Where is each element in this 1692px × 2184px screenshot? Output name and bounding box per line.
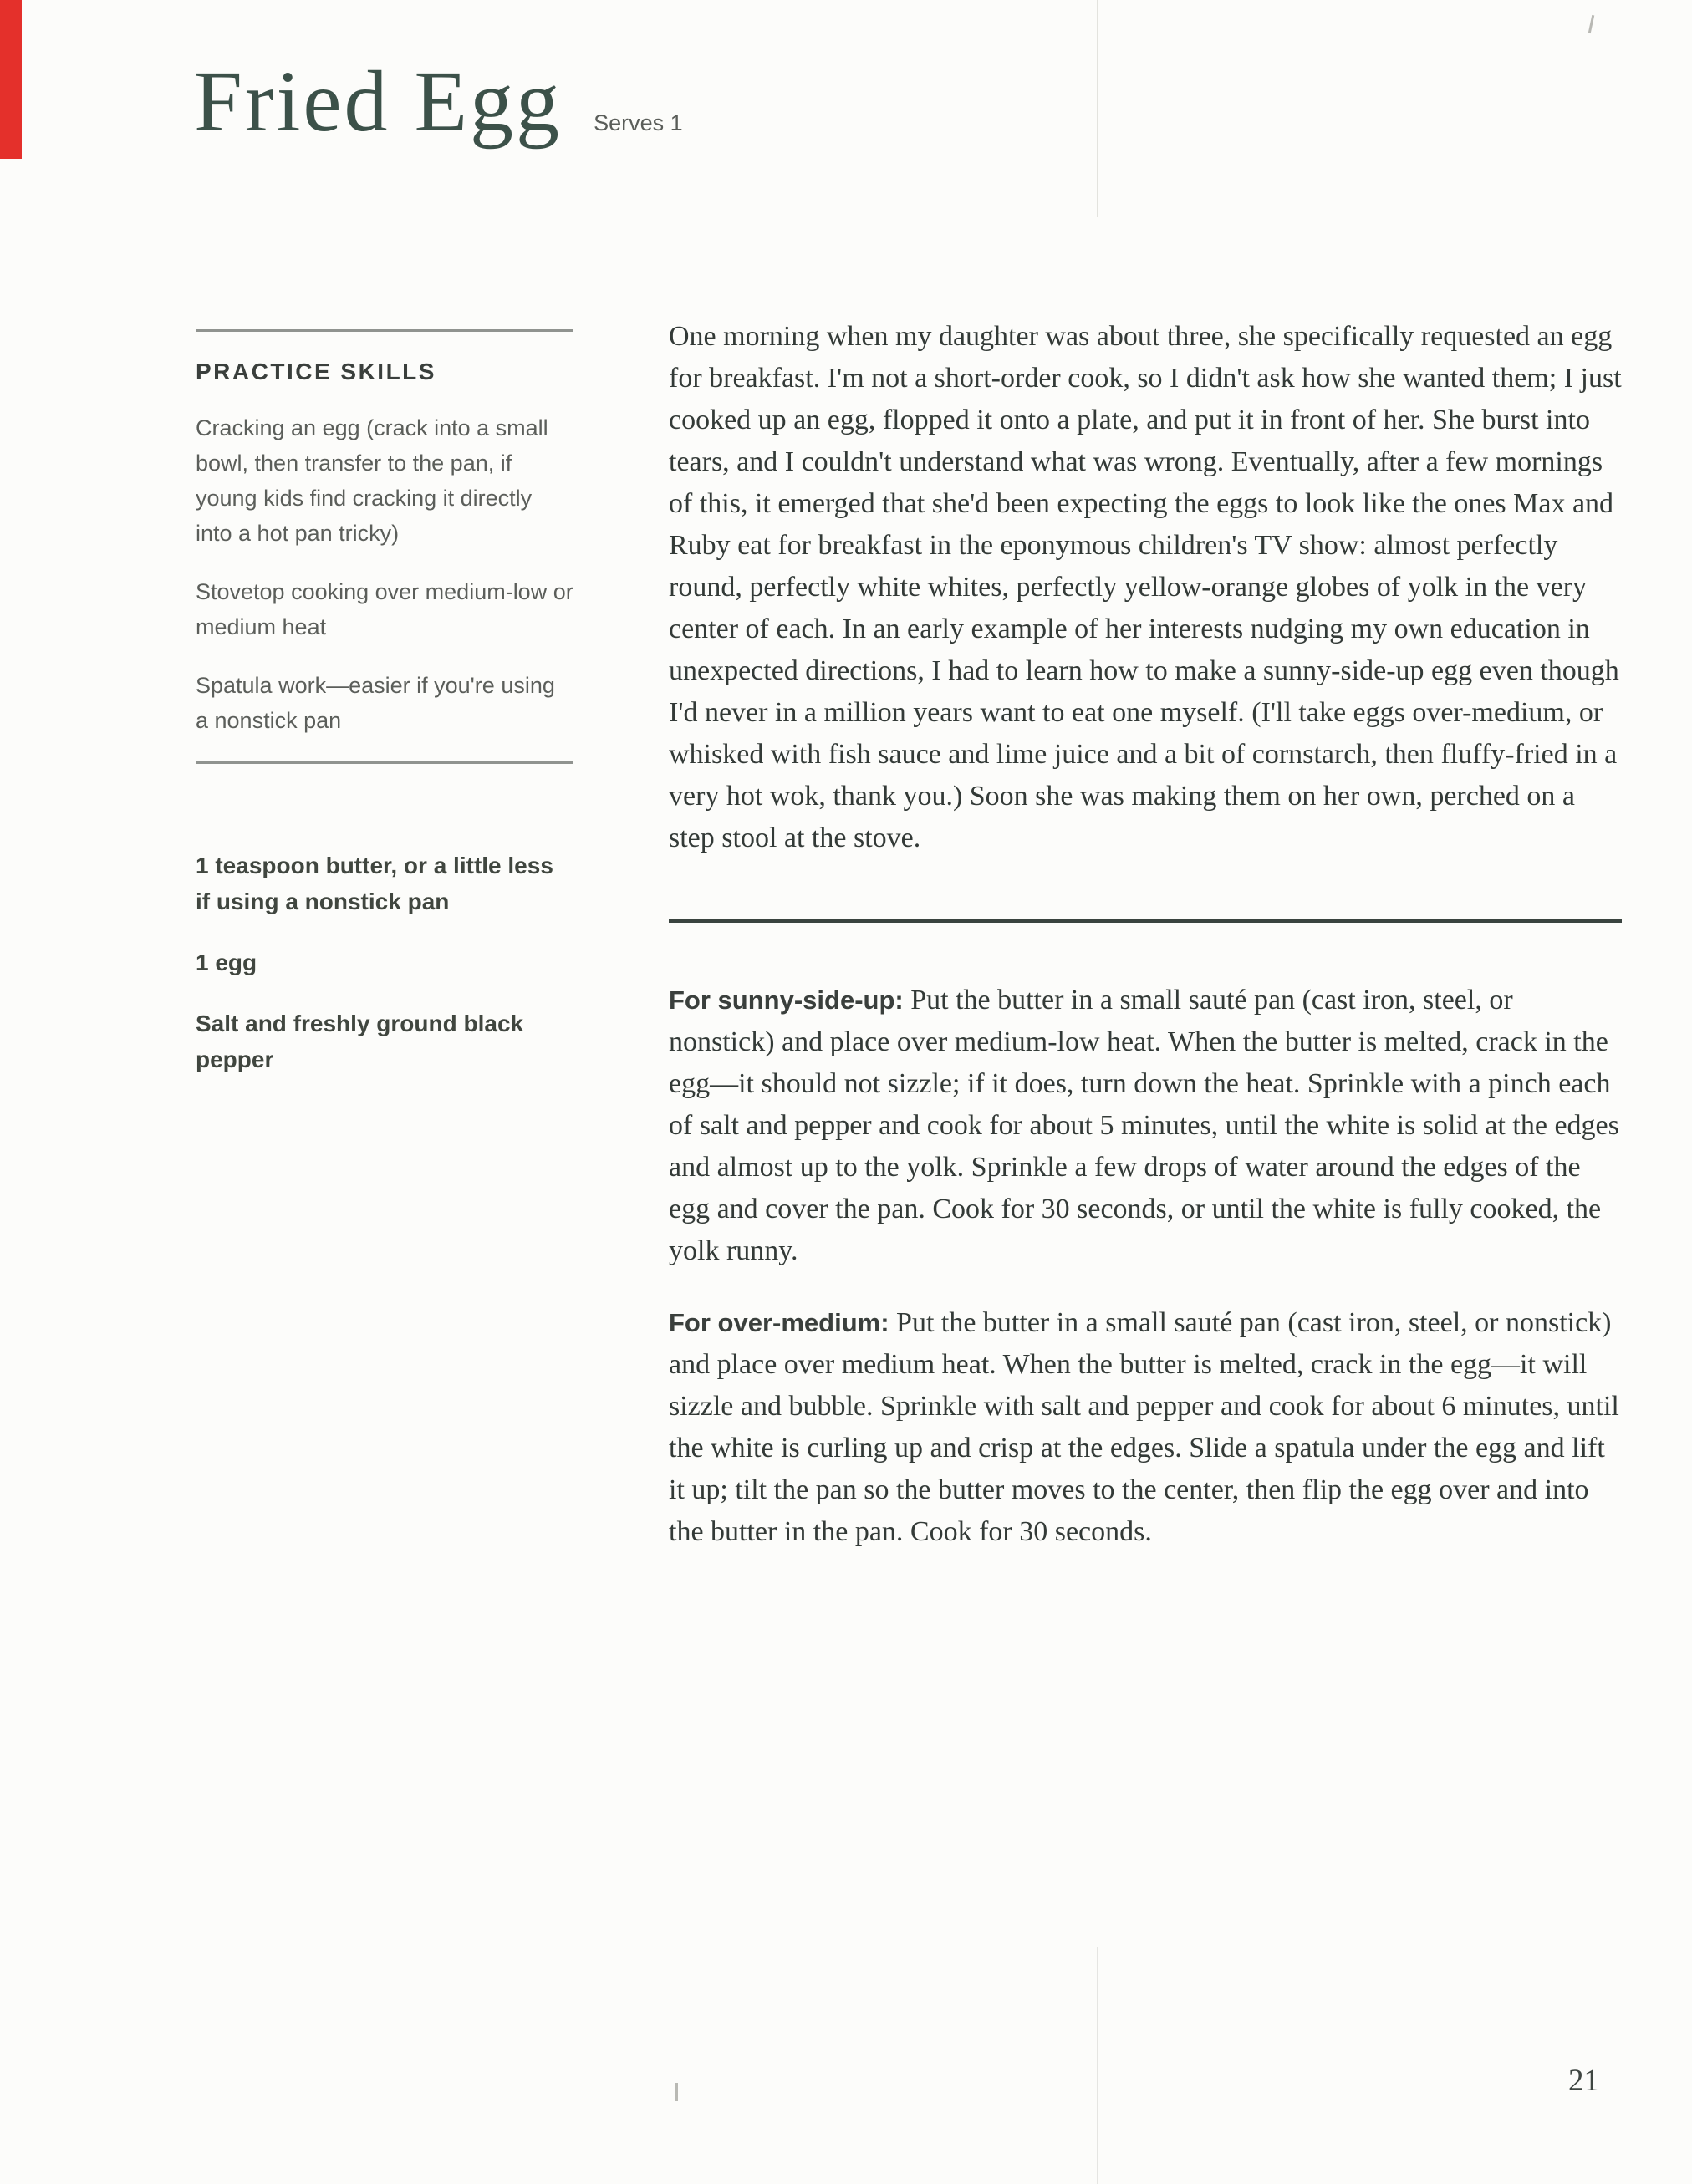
intro-paragraph: One morning when my daughter was about three, she specifically requested an egg for breakfast. I'm not a short-order cook, so I didn't ask how she wanted them; I just cooked up an egg, flopped it onto a plate, and put it in front of her. She burst into tears, and I couldn't understand what was wrong. Eventually, after a few mornings of this, it emerged that she'd been expecting the eggs to look like the ones Max and Ruby eat for breakfast in the eponymous children's TV show: almost perfectly round, perfectly white whites, perfectly yellow-orange globes of yolk in the very center of each. In an early example of her interests nudging my own education in unexpected directions, I had to learn how to make a sunny-side-up egg even though I'd never in a million years want to eat one myself. (I'll take eggs over-medium, or whisked with fish sauce and lime juice and a bit of cornstarch, then fluffy-fried in a very hot wok, thank you.) Soon she was making them on her own, perched on a step stool at the stove. [669, 321, 1622, 853]
practice-skill-item: Stovetop cooking over medium-low or medium heat [196, 579, 573, 639]
ingredient-item: 1 teaspoon butter, or a little less if using a nonstick pan [196, 853, 553, 914]
scan-artifact-bottom [675, 2083, 678, 2101]
practice-skill-item: Cracking an egg (crack into a small bowl, then transfer to the pan, if young kids find cracking it directly into a hot pan tricky) [196, 415, 548, 546]
recipe-header [194, 52, 683, 151]
scan-artifact-top [1588, 15, 1595, 33]
method-step-sunny-side-up [669, 980, 1622, 1272]
step-text: Put the butter in a small sauté pan (cast iron, steel, or nonstick) and place over medium-low heat. When the butter is melted, crack in the egg—it should not sizzle; if it does, turn down the heat. Sprinkle with a pinch each of salt and pepper and cook for about 5 minutes, until the white is solid at the edges and almost up to the yolk. Sprinkle a few drops of water around the edges of the egg and cover the pan. Cook for 30 seconds, or until the white is fully cooked, the yolk runny. [669, 985, 1619, 1266]
scan-fold-line-top [1097, 0, 1098, 217]
ingredient-list [196, 848, 573, 1077]
ingredient-item: Salt and freshly ground black pepper [196, 1011, 524, 1072]
recipe-sidebar [196, 329, 573, 1102]
recipe-body [669, 316, 1622, 1553]
section-divider-rule [669, 919, 1622, 923]
scan-fold-line-bottom [1097, 1947, 1098, 2184]
sidebar-rule-top [196, 329, 573, 332]
recipe-title: Fried Egg [194, 53, 563, 150]
step-text: Put the butter in a small sauté pan (cast iron, steel, or nonstick) and place over medium heat. When the butter is melted, crack in the egg—it will sizzle and bubble. Sprinkle with salt and pepper and cook for about 6 minutes, until the white is curling up and crisp at the edges. Slide a spatula under the egg and lift it up; tilt the pan so the butter moves to the center, then flip the egg over and into the butter in the pan. Cook for 30 seconds. [669, 1307, 1619, 1547]
ingredient-item: 1 egg [196, 949, 257, 975]
red-edge-mark [0, 0, 22, 159]
page-number: 21 [1568, 2064, 1599, 2098]
practice-skills-heading: PRACTICE SKILLS [196, 359, 436, 384]
sidebar-rule-bottom [196, 761, 573, 764]
practice-skill-item: Spatula work—easier if you're using a nonstick pan [196, 673, 555, 733]
method-step-over-medium [669, 1302, 1622, 1553]
serves-label: Serves 1 [594, 110, 683, 135]
step-lead-label: For sunny-side-up: [669, 985, 904, 1015]
step-lead-label: For over-medium: [669, 1308, 889, 1337]
